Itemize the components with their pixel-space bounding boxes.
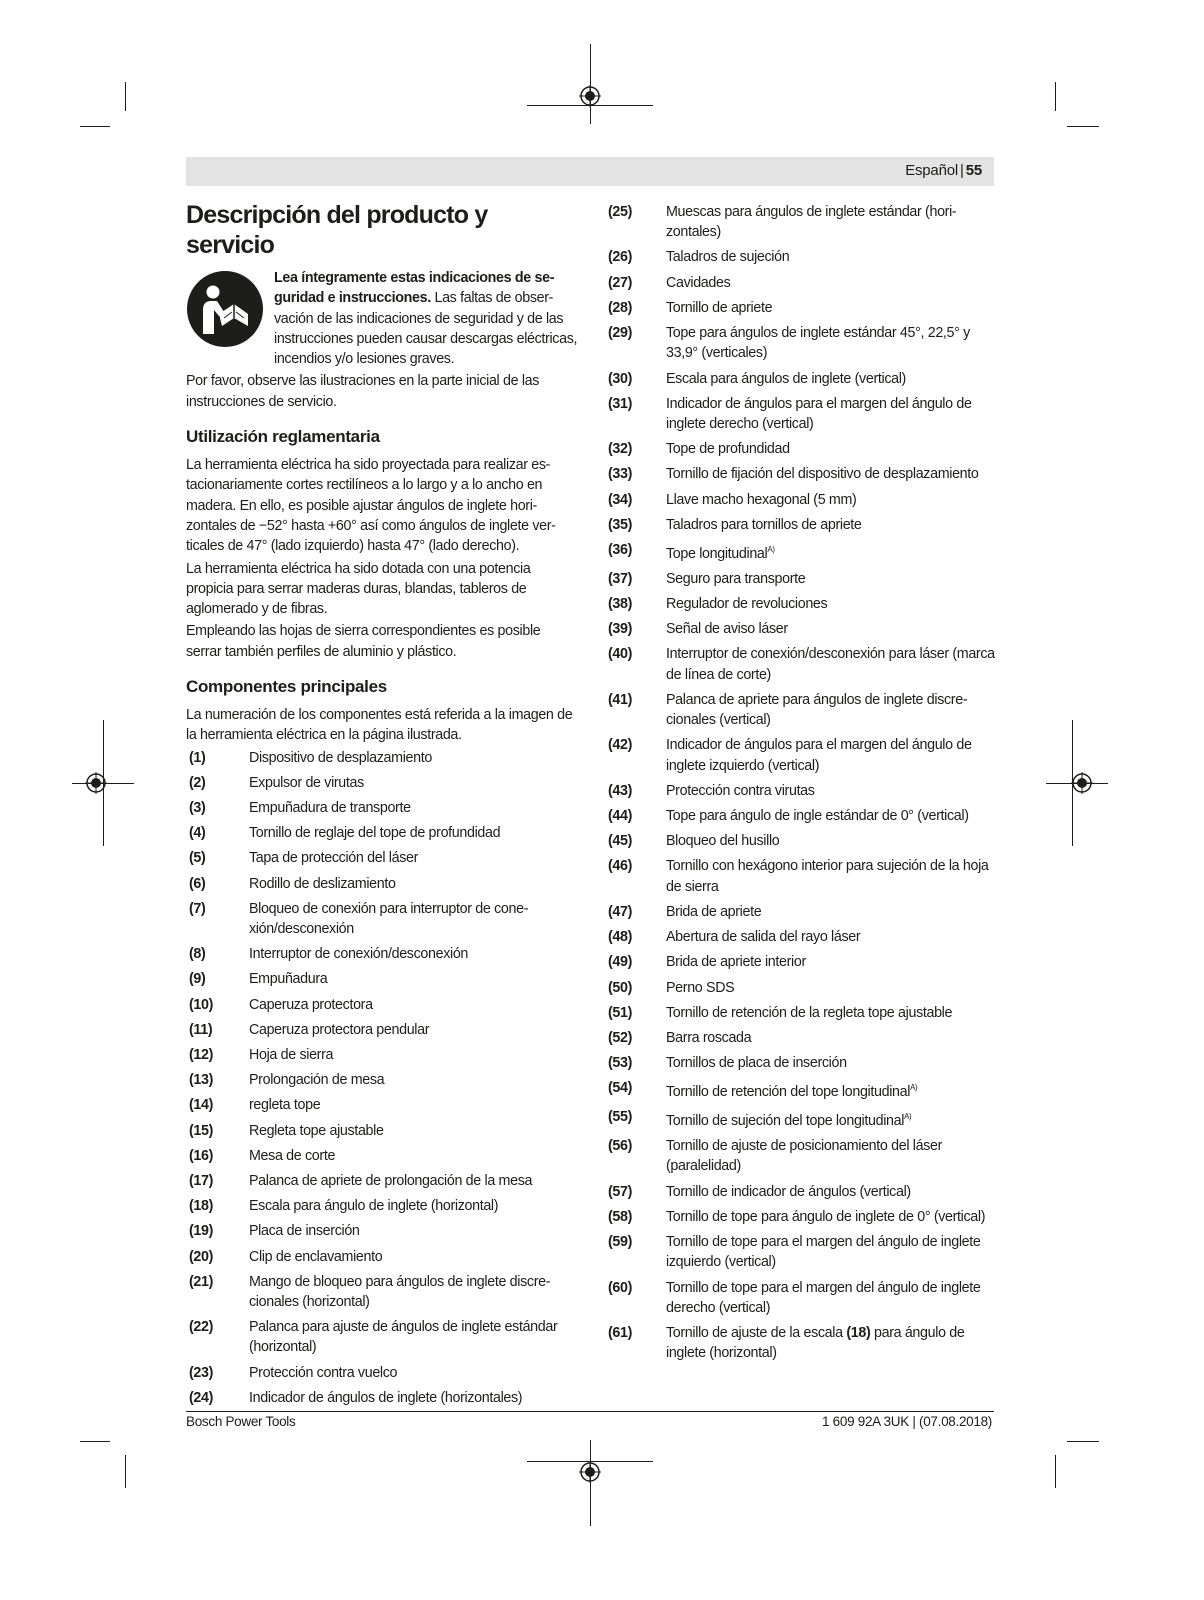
component-label bbox=[249, 1272, 578, 1313]
component-item bbox=[608, 1028, 996, 1048]
component-label bbox=[666, 1107, 996, 1131]
component-item bbox=[608, 394, 996, 435]
component-number: (15) bbox=[189, 1122, 214, 1139]
component-number: (3) bbox=[189, 800, 206, 817]
component-number: (21) bbox=[189, 1273, 214, 1290]
component-item bbox=[608, 247, 996, 267]
component-label-text: Dispositivo de desplazamiento bbox=[249, 749, 432, 766]
component-item bbox=[186, 1070, 578, 1090]
header-language: Español bbox=[905, 162, 958, 179]
component-number: (30) bbox=[608, 370, 633, 387]
component-label bbox=[249, 798, 578, 818]
page-header bbox=[186, 157, 994, 186]
component-label-text: Prolongación de mesa bbox=[249, 1072, 385, 1089]
component-item bbox=[186, 1171, 578, 1191]
component-label-text: Rodillo de deslizamiento bbox=[249, 875, 396, 892]
component-label-text: Taladros de sujeción bbox=[666, 249, 790, 266]
footnote-marker: A) bbox=[910, 1083, 918, 1093]
crop-mark bbox=[1067, 1441, 1099, 1442]
component-item bbox=[186, 874, 578, 894]
component-number: (53) bbox=[608, 1055, 633, 1072]
component-label-part: Tornillo de ajuste de la escala bbox=[666, 1325, 847, 1342]
component-label-text: Tornillo de tope para ángulo de inglete de 0° (vertical) bbox=[666, 1208, 986, 1225]
crop-mark bbox=[1067, 126, 1099, 127]
component-label-text: Tope longitudinal bbox=[666, 545, 768, 562]
registration-target-icon bbox=[1071, 772, 1093, 794]
component-label-text: Barra roscada bbox=[666, 1029, 752, 1046]
component-item bbox=[186, 995, 578, 1015]
component-number: (32) bbox=[608, 441, 633, 458]
component-item bbox=[608, 439, 996, 459]
component-number: (2) bbox=[189, 774, 206, 791]
component-label-text: Interruptor de conexión/desconexión bbox=[249, 946, 469, 963]
component-item bbox=[608, 1182, 996, 1202]
component-item bbox=[608, 806, 996, 826]
component-label bbox=[666, 273, 996, 293]
component-number: (23) bbox=[189, 1364, 214, 1381]
component-label-text: Tope para ángulo de ingle estándar de 0° (vertical) bbox=[666, 808, 969, 825]
component-label bbox=[249, 1388, 578, 1408]
component-label-text: Bloqueo de conexión para interruptor de conexión/desconexión bbox=[249, 900, 529, 938]
component-item bbox=[608, 1232, 996, 1273]
component-item bbox=[608, 831, 996, 851]
component-label-text: Protección contra vuelco bbox=[249, 1364, 398, 1381]
component-item bbox=[186, 1221, 578, 1241]
component-label bbox=[249, 995, 578, 1015]
component-label-text: Tornillo de ajuste de posicionamiento del láser (paralelidad) bbox=[666, 1138, 943, 1175]
component-label-text: Palanca para ajuste de ángulos de inglete estándar (horizontal) bbox=[249, 1319, 558, 1356]
component-item bbox=[186, 969, 578, 989]
component-label-text: Expulsor de virutas bbox=[249, 774, 364, 791]
component-label bbox=[249, 1363, 578, 1383]
footnote-marker: A) bbox=[904, 1112, 912, 1122]
safety-warning-body: Las faltas de observación de las indicaciones de seguridad y de las instrucciones pueden causar descargas eléctricas, incendios y/o lesiones graves. bbox=[274, 290, 578, 368]
footnote-marker: A) bbox=[767, 544, 775, 554]
component-label-text: Hoja de sierra bbox=[249, 1047, 334, 1063]
section-title: Descripción del producto y servicio bbox=[186, 201, 488, 259]
component-label bbox=[249, 748, 578, 768]
component-number: (36) bbox=[608, 541, 633, 558]
safety-warning-text bbox=[274, 268, 578, 369]
component-number: (61) bbox=[608, 1325, 633, 1342]
component-item bbox=[608, 594, 996, 614]
component-item bbox=[186, 899, 578, 940]
component-item bbox=[608, 927, 996, 947]
component-label bbox=[249, 899, 578, 940]
component-label bbox=[249, 1146, 578, 1166]
component-number: (55) bbox=[608, 1109, 633, 1126]
component-item bbox=[608, 735, 996, 776]
component-label bbox=[666, 831, 996, 851]
component-number: (25) bbox=[608, 204, 633, 220]
component-item bbox=[608, 1136, 996, 1177]
left-column bbox=[186, 200, 578, 1413]
component-label bbox=[249, 1020, 578, 1040]
component-label-text: Escala para ángulo de inglete (horizontal) bbox=[249, 1198, 499, 1215]
component-number: (44) bbox=[608, 808, 633, 825]
footer-rule bbox=[186, 1411, 994, 1412]
components-intro: La numeración de los componentes está referida a la imagen de la herramienta eléctrica en la página ilustrada. bbox=[186, 707, 573, 744]
component-label-text: Brida de apriete interior bbox=[666, 954, 806, 971]
read-manual-icon bbox=[186, 270, 264, 348]
component-number: (14) bbox=[189, 1097, 214, 1114]
component-number: (56) bbox=[608, 1138, 633, 1155]
component-label-text: Tornillo de fijación del dispositivo de desplazamiento bbox=[666, 466, 979, 483]
component-item bbox=[186, 1317, 578, 1358]
component-item bbox=[186, 1196, 578, 1216]
component-item bbox=[186, 1388, 578, 1408]
component-number: (38) bbox=[608, 596, 633, 613]
component-label-text: Clip de enclavamiento bbox=[249, 1248, 383, 1265]
component-number: (35) bbox=[608, 516, 633, 533]
component-label bbox=[666, 952, 996, 972]
component-number: (16) bbox=[189, 1147, 214, 1164]
components-heading: Componentes principales bbox=[186, 677, 387, 697]
component-number: (41) bbox=[608, 691, 633, 708]
component-label-text: Regleta tope ajustable bbox=[249, 1122, 384, 1139]
component-item bbox=[608, 1207, 996, 1227]
component-label-text: Caperuza protectora pendular bbox=[249, 1021, 430, 1038]
component-label bbox=[249, 1070, 578, 1090]
component-number: (27) bbox=[608, 274, 633, 291]
component-label bbox=[666, 1182, 996, 1202]
component-item bbox=[608, 1323, 996, 1364]
components-list-right bbox=[608, 202, 996, 1364]
component-label bbox=[249, 969, 578, 989]
component-item bbox=[186, 823, 578, 843]
safety-warning bbox=[186, 268, 578, 369]
component-label-text: Cavidades bbox=[666, 274, 731, 291]
component-label bbox=[249, 1095, 578, 1115]
component-item bbox=[608, 952, 996, 972]
component-label-text: Tornillo de apriete bbox=[666, 299, 773, 316]
component-number: (9) bbox=[189, 971, 206, 988]
component-item bbox=[186, 773, 578, 793]
component-label-text: Caperuza protectora bbox=[249, 996, 373, 1013]
component-label-part: para ángulo de inglete (horizontal) bbox=[666, 1325, 965, 1362]
component-number: (31) bbox=[608, 395, 633, 412]
component-label-text: Tornillo de indicador de ángulos (vertical) bbox=[666, 1183, 911, 1200]
component-label-text: Placa de inserción bbox=[249, 1223, 360, 1240]
component-label bbox=[249, 848, 578, 868]
component-reference: (18) bbox=[846, 1325, 871, 1342]
component-label bbox=[666, 927, 996, 947]
component-item bbox=[186, 1272, 578, 1313]
component-label bbox=[666, 1278, 996, 1319]
component-item bbox=[186, 1095, 578, 1115]
component-item bbox=[608, 540, 996, 564]
intro-paragraph: Por favor, observe las ilustraciones en la parte inicial de las instrucciones de servicio. bbox=[186, 373, 540, 410]
component-item bbox=[608, 644, 996, 685]
component-number: (46) bbox=[608, 858, 633, 875]
component-number: (49) bbox=[608, 954, 633, 971]
component-label-text: Tornillo de retención del tope longitudinal bbox=[666, 1084, 911, 1101]
intended-use-paragraph-3: Empleando las hojas de sierra correspondientes es posible serrar también perfiles de aluminio y plástico. bbox=[186, 623, 541, 660]
component-item bbox=[186, 944, 578, 964]
component-item bbox=[186, 1121, 578, 1141]
component-number: (28) bbox=[608, 299, 633, 316]
component-label bbox=[666, 619, 996, 639]
component-number: (48) bbox=[608, 929, 633, 946]
component-label-text: Tornillos de placa de inserción bbox=[666, 1055, 847, 1072]
component-label bbox=[666, 1003, 996, 1023]
component-number: (10) bbox=[189, 996, 214, 1013]
page-number: 55 bbox=[965, 162, 982, 179]
crop-mark bbox=[1055, 82, 1056, 111]
component-label bbox=[666, 323, 996, 364]
component-label bbox=[666, 1028, 996, 1048]
component-label-text: Brida de apriete bbox=[666, 903, 762, 920]
component-label bbox=[249, 1121, 578, 1141]
component-label-text: regleta tope bbox=[249, 1097, 321, 1114]
footer-doc-number: 1 609 92A 3UK | (07.08.2018) bbox=[822, 1414, 992, 1429]
registration-line bbox=[590, 44, 591, 124]
component-number: (34) bbox=[608, 491, 633, 508]
component-label bbox=[666, 1136, 996, 1177]
component-number: (13) bbox=[189, 1072, 214, 1089]
safety-warning-bold: Lea íntegramente estas indicaciones de seguridad e instrucciones. bbox=[274, 270, 555, 307]
component-item bbox=[608, 569, 996, 589]
component-number: (40) bbox=[608, 646, 633, 663]
component-label-text: Tope de profundidad bbox=[666, 441, 790, 458]
crop-mark bbox=[125, 82, 126, 111]
component-number: (6) bbox=[189, 875, 206, 892]
component-number: (59) bbox=[608, 1234, 633, 1251]
component-label bbox=[249, 1045, 578, 1065]
component-number: (29) bbox=[608, 325, 633, 342]
component-number: (43) bbox=[608, 782, 633, 799]
component-label bbox=[666, 806, 996, 826]
component-label-text: Regulador de revoluciones bbox=[666, 596, 828, 613]
component-label bbox=[666, 735, 996, 776]
component-label-text: Empuñadura de transporte bbox=[249, 800, 411, 817]
component-label bbox=[666, 540, 996, 564]
component-label-text: Tornillo con hexágono interior para sujeción de la hoja de sierra bbox=[666, 858, 989, 895]
component-label bbox=[666, 856, 996, 897]
component-label bbox=[249, 874, 578, 894]
component-label bbox=[249, 1317, 578, 1358]
component-number: (12) bbox=[189, 1047, 214, 1063]
component-item bbox=[608, 464, 996, 484]
component-label bbox=[666, 464, 996, 484]
crop-mark bbox=[125, 1455, 126, 1488]
component-number: (51) bbox=[608, 1004, 633, 1021]
crop-mark bbox=[1055, 1455, 1056, 1488]
component-item bbox=[186, 1020, 578, 1040]
component-label bbox=[666, 781, 996, 801]
component-label bbox=[249, 823, 578, 843]
component-number: (37) bbox=[608, 570, 633, 587]
component-label bbox=[249, 944, 578, 964]
registration-target-icon bbox=[579, 1461, 601, 1483]
component-label bbox=[666, 690, 996, 731]
component-label-text: Mesa de corte bbox=[249, 1147, 336, 1164]
component-label bbox=[249, 1171, 578, 1191]
component-label-text: Empuñadura bbox=[249, 971, 328, 988]
component-number: (5) bbox=[189, 850, 206, 867]
component-label-text: Interruptor de conexión/desconexión para láser (marca de línea de corte) bbox=[666, 646, 995, 683]
component-label bbox=[666, 202, 996, 243]
registration-line bbox=[590, 1440, 591, 1526]
component-number: (26) bbox=[608, 249, 633, 266]
component-label bbox=[666, 369, 996, 389]
component-label-text: Abertura de salida del rayo láser bbox=[666, 929, 861, 946]
intended-use-heading: Utilización reglamentaria bbox=[186, 427, 380, 447]
component-label bbox=[666, 1053, 996, 1073]
component-number: (8) bbox=[189, 946, 206, 963]
component-item bbox=[608, 619, 996, 639]
component-number: (11) bbox=[189, 1021, 213, 1038]
components-list-left bbox=[186, 748, 578, 1409]
component-item bbox=[608, 1053, 996, 1073]
component-number: (18) bbox=[189, 1198, 214, 1215]
component-label bbox=[249, 1221, 578, 1241]
component-label-text: Tapa de protección del láser bbox=[249, 850, 419, 867]
component-label bbox=[249, 1247, 578, 1267]
component-number: (1) bbox=[189, 749, 206, 766]
component-label-text: Palanca de apriete para ángulos de inglete discrecionales (vertical) bbox=[666, 691, 968, 729]
component-label bbox=[666, 644, 996, 685]
component-label bbox=[249, 1196, 578, 1216]
component-label bbox=[666, 1078, 996, 1102]
component-label-text: Indicador de ángulos para el margen del ángulo de inglete izquierdo (vertical) bbox=[666, 737, 972, 774]
component-item bbox=[608, 323, 996, 364]
intended-use-paragraph-1: La herramienta eléctrica ha sido proyectada para realizar estacionariamente cortes rectilíneos a lo largo y a lo ancho en madera. En ello, es posible ajustar ángulos de inglete horizontales de −52° hasta +60° así como ángulos de inglete verticales de 47° (lado izquierdo) hasta 47° (lado derecho). bbox=[186, 457, 556, 555]
component-item bbox=[608, 978, 996, 998]
component-number: (33) bbox=[608, 466, 633, 483]
component-label bbox=[249, 773, 578, 793]
intended-use-paragraph-2: La herramienta eléctrica ha sido dotada con una potencia propicia para serrar maderas duras, blandas, tableros de aglomerado y de fibras. bbox=[186, 560, 531, 618]
component-label-text: Indicador de ángulos de inglete (horizontales) bbox=[249, 1389, 523, 1406]
component-label-text: Tope para ángulos de inglete estándar 45°, 22,5° y 33,9° (verticales) bbox=[666, 325, 970, 362]
registration-target-icon bbox=[85, 772, 107, 794]
component-label bbox=[666, 298, 996, 318]
component-label-text: Tornillo de sujeción del tope longitudinal bbox=[666, 1113, 905, 1129]
component-label-text: Perno SDS bbox=[666, 979, 735, 996]
component-number: (52) bbox=[608, 1029, 633, 1046]
component-number: (54) bbox=[608, 1080, 633, 1097]
component-label-text: Muescas para ángulos de inglete estándar (horizontales) bbox=[666, 204, 957, 241]
component-item bbox=[608, 1078, 996, 1102]
component-number: (7) bbox=[189, 900, 206, 917]
component-item bbox=[186, 1247, 578, 1267]
component-number: (60) bbox=[608, 1279, 633, 1296]
component-number: (4) bbox=[189, 825, 206, 842]
component-item bbox=[608, 273, 996, 293]
component-item bbox=[608, 690, 996, 731]
component-number: (22) bbox=[189, 1319, 214, 1336]
component-label bbox=[666, 1207, 996, 1227]
component-number: (20) bbox=[189, 1248, 214, 1265]
component-label-text: Seguro para transporte bbox=[666, 570, 806, 587]
component-label-text: Llave macho hexagonal (5 mm) bbox=[666, 491, 857, 508]
component-label bbox=[666, 1323, 996, 1364]
component-label-text: Bloqueo del husillo bbox=[666, 833, 780, 850]
component-label-text: Tornillo de reglaje del tope de profundidad bbox=[249, 825, 501, 842]
component-label bbox=[666, 594, 996, 614]
component-label bbox=[666, 394, 996, 435]
component-item bbox=[608, 1107, 996, 1131]
component-label bbox=[666, 247, 996, 267]
component-number: (42) bbox=[608, 737, 633, 754]
component-label-text: Escala para ángulos de inglete (vertical) bbox=[666, 370, 906, 387]
header-text bbox=[905, 162, 982, 180]
component-label bbox=[666, 439, 996, 459]
component-label-text: Taladros para tornillos de apriete bbox=[666, 516, 862, 533]
component-item bbox=[608, 369, 996, 389]
component-label-text: Mango de bloqueo para ángulos de inglete discrecionales (horizontal) bbox=[249, 1273, 551, 1310]
header-separator: | bbox=[960, 162, 964, 179]
component-number: (50) bbox=[608, 979, 633, 996]
component-item bbox=[608, 902, 996, 922]
component-item bbox=[608, 1003, 996, 1023]
component-item bbox=[608, 515, 996, 535]
component-item bbox=[186, 798, 578, 818]
component-label bbox=[666, 490, 996, 510]
component-item bbox=[186, 848, 578, 868]
right-column bbox=[608, 202, 996, 1369]
component-item bbox=[186, 1363, 578, 1383]
component-label-text: Protección contra virutas bbox=[666, 782, 815, 799]
component-number: (24) bbox=[189, 1389, 214, 1406]
component-label bbox=[666, 1232, 996, 1273]
component-label bbox=[666, 902, 996, 922]
component-label-text: Tornillo de retención de la regleta tope ajustable bbox=[666, 1004, 953, 1021]
component-item bbox=[186, 1146, 578, 1166]
component-item bbox=[608, 1278, 996, 1319]
footer-brand: Bosch Power Tools bbox=[186, 1414, 296, 1429]
component-item bbox=[608, 202, 996, 243]
component-label bbox=[666, 978, 996, 998]
component-number: (47) bbox=[608, 903, 633, 920]
component-number: (19) bbox=[189, 1223, 214, 1240]
component-label-text: Tornillo de tope para el margen del ángulo de inglete derecho (vertical) bbox=[666, 1279, 981, 1316]
component-label-text: Señal de aviso láser bbox=[666, 621, 788, 638]
component-label bbox=[666, 569, 996, 589]
component-number: (39) bbox=[608, 621, 633, 638]
component-number: (57) bbox=[608, 1183, 633, 1200]
component-label-text: Palanca de apriete de prolongación de la mesa bbox=[249, 1172, 533, 1189]
component-number: (58) bbox=[608, 1208, 633, 1225]
component-item bbox=[608, 856, 996, 897]
component-number: (45) bbox=[608, 833, 633, 850]
component-item bbox=[186, 748, 578, 768]
component-item bbox=[608, 490, 996, 510]
component-label-text: Indicador de ángulos para el margen del ángulo de inglete derecho (vertical) bbox=[666, 395, 972, 433]
component-item bbox=[608, 781, 996, 801]
component-item bbox=[608, 298, 996, 318]
component-item bbox=[186, 1045, 578, 1065]
crop-mark bbox=[80, 126, 110, 127]
component-label bbox=[666, 515, 996, 535]
registration-target-icon bbox=[579, 85, 601, 107]
crop-mark bbox=[80, 1441, 110, 1442]
component-number: (17) bbox=[189, 1172, 214, 1189]
component-label-text: Tornillo de tope para el margen del ángulo de inglete izquierdo (vertical) bbox=[666, 1234, 981, 1271]
